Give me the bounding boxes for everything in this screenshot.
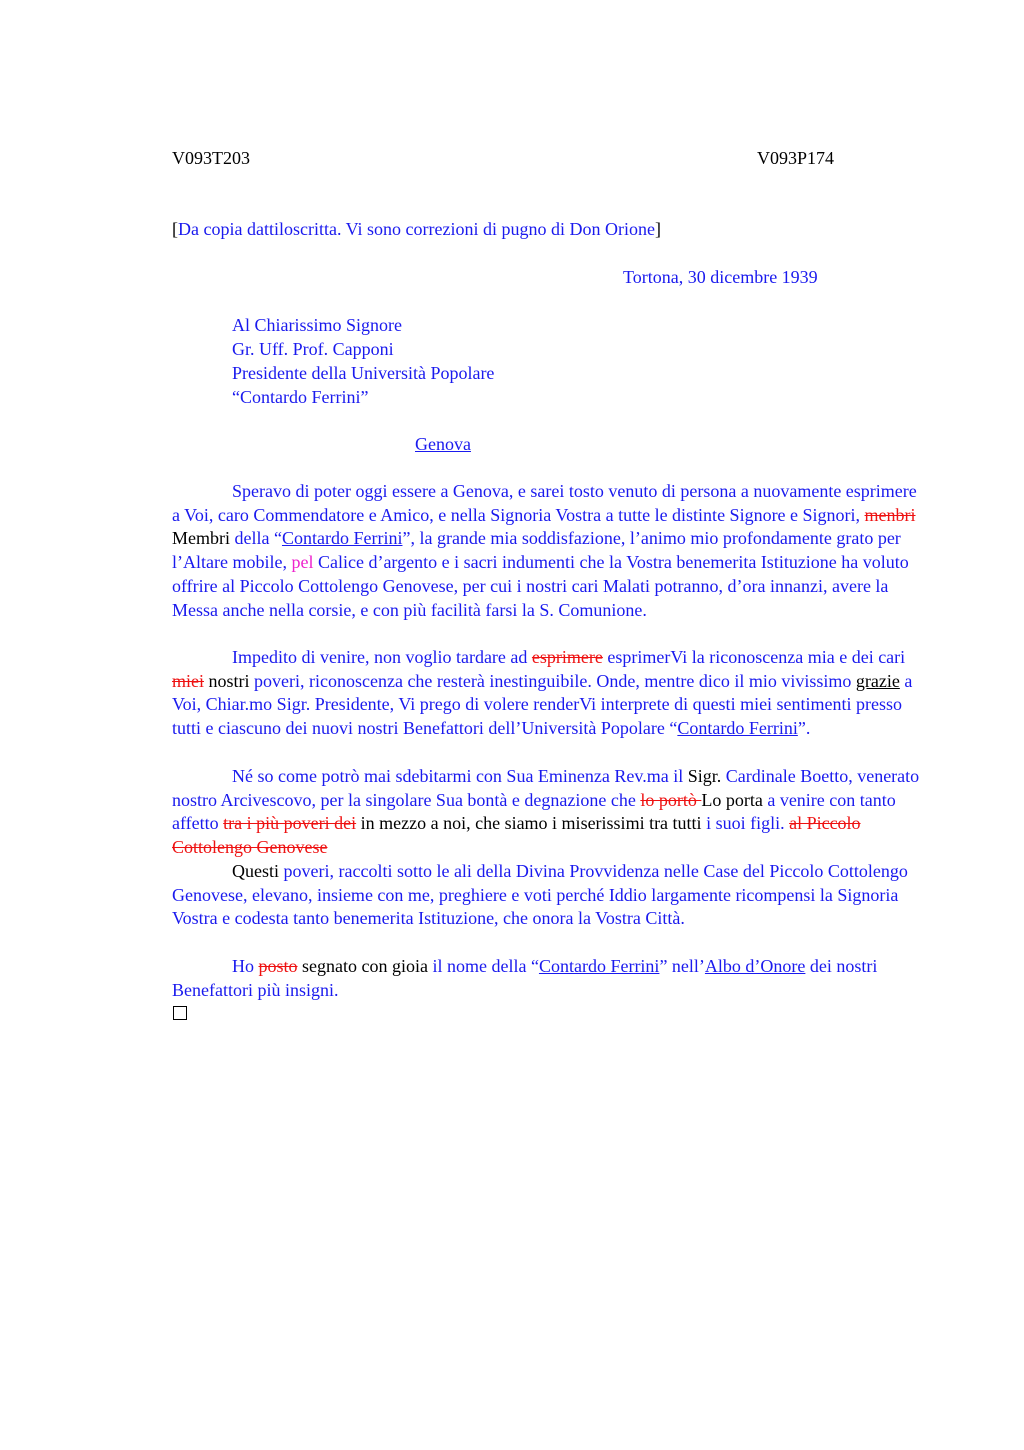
paragraph-3 <box>172 765 926 860</box>
address-line-3: Presidente della Università Popolare <box>232 363 495 383</box>
p1-deletion: menbri <box>864 504 916 525</box>
p3-text-g: i suoi figli. <box>701 813 790 834</box>
paragraph-5 <box>172 955 926 1002</box>
p3-text-a: Né so come potrò mai sdebitarmi con Sua Eminenza Rev.ma il <box>232 766 688 786</box>
p3-insertion-3: in mezzo a noi, che siamo i miserissimi tra tutti <box>356 813 702 834</box>
p3-insertion-2: Lo porta <box>701 789 763 810</box>
p1-text-a: Speravo di poter oggi essere a Genova, e sarei tosto venuto di persona a nuovamente esprimere a Voi, caro Commendatore e Amico, e nella Signoria Vostra a tutte le distinte Signore e Signori, <box>172 481 917 525</box>
address-line-4: “Contardo Ferrini” <box>232 387 369 407</box>
p3-text-c: Cardinale Boetto, venerato nostro Arcivescovo, per la singolare Sua bontà e degnazione che <box>172 766 920 810</box>
p1-pink-word: pel <box>291 552 314 573</box>
p3-text-e: a venire con tanto affetto <box>172 789 896 834</box>
p2-text-e: a Voi, Chiar.mo Sigr. Presidente, Vi prego di volere renderVi interprete di questi miei sentimenti presso tutti e ciascuno dei nuovi nostri Benefattori dell’Università Popolare “ <box>172 670 913 739</box>
p1-text-c: della “ <box>230 528 282 549</box>
note-text: Da copia dattiloscritta. Vi sono correzioni di pugno di Don Orione <box>178 219 655 239</box>
address-line-2: Gr. Uff. Prof. Capponi <box>232 339 394 359</box>
p2-underlined-name: Contardo Ferrini <box>677 718 798 739</box>
address-line-1: Al Chiarissimo Signore <box>232 315 402 335</box>
end-marker-box-icon <box>173 1006 187 1020</box>
note-bracket-close: ] <box>654 219 661 239</box>
p3-deletion-1: lo portò <box>640 789 702 810</box>
p1-insertion: Membri <box>172 528 230 549</box>
p1-text-d: ”, la grande mia soddisfazione, l’animo mio profondamente grato per l’Altare mobile, <box>172 528 901 573</box>
paragraph-4 <box>172 860 926 931</box>
p2-text-f: ”. <box>797 718 811 739</box>
p2-text-a: Impedito di venire, non voglio tardare ad <box>232 647 532 667</box>
p2-insertion: nostri <box>204 670 250 691</box>
p1-underlined-name: Contardo Ferrini <box>281 528 403 549</box>
p3-deletion-3: al Piccolo Cottolengo Genovese <box>172 813 861 858</box>
p3-insertion-1: Sigr. <box>687 766 722 786</box>
p2-underlined-grazie: grazie <box>855 670 900 691</box>
dateline: Tortona, 30 dicembre 1939 <box>623 267 818 287</box>
p5-underlined-name: Contardo Ferrini <box>538 956 660 976</box>
p2-deletion-2: miei <box>172 670 204 691</box>
p5-insertion: segnato con gioia <box>297 956 428 976</box>
editorial-note <box>172 218 661 240</box>
document-code-right: V093P174 <box>757 148 835 168</box>
p5-underlined-albo: Albo d’Onore <box>704 956 806 976</box>
p1-text-e: Calice d’argento e i sacri indumenti che la Vostra benemerita Istituzione ha voluto offrire al Piccolo Cottolengo Genovese, per cui i nostri cari Malati potranno, d’ora innanzi, avere la Messa anche nella corsie, e con più facilità farsi la S. Comunione. <box>172 552 909 620</box>
p3-deletion-2: tra i più poveri dei <box>223 813 357 834</box>
p5-text-e: dei nostri Benefattori più insigni. <box>172 956 878 1000</box>
address-city: Genova <box>415 434 471 454</box>
document-code-left: V093T203 <box>172 148 250 168</box>
note-bracket-open: [ <box>172 219 178 239</box>
p5-text-a: Ho <box>232 956 259 976</box>
p4-text-b: poveri, raccolti sotto le ali della Divina Provvidenza nelle Case del Piccolo Cottolengo Genovese, elevano, insieme con me, preghiere e voti perché Iddio largamente ricompensi la Signoria Vostra e codesta tanto benemerita Istituzione, che onora la Vostra Città. <box>172 861 908 929</box>
p5-deletion: posto <box>258 956 298 976</box>
paragraph-1 <box>172 480 926 622</box>
p5-text-d: ” nell’ <box>659 956 705 976</box>
p2-deletion-1: esprimere <box>531 647 603 667</box>
p2-text-d: poveri, riconoscenza che resterà inestinguibile. Onde, mentre dico il mio vivissimo <box>249 670 856 691</box>
paragraph-2 <box>172 646 926 741</box>
p2-text-b: esprimerVi la riconoscenza mia e dei cari <box>602 647 906 667</box>
p4-insertion: Questi <box>232 861 279 881</box>
p5-text-c: il nome della “ <box>427 956 539 976</box>
